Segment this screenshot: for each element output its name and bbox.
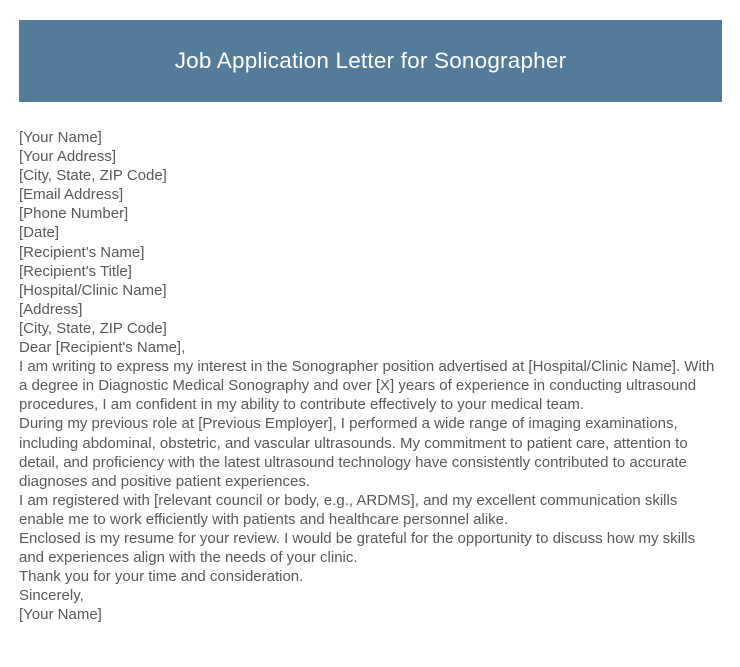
body-paragraph-1: I am writing to express my interest in the Sonographer position advertised at [Hospital/Clinic Name]. With a degree in Diagnostic Medical Sonography and over [X] years of experience in conducting ultrasound procedures, I am confident in my ability to contribute effectively to your medical team. xyxy=(19,358,715,414)
recipient-line-city-state-zip: [City, State, ZIP Code] xyxy=(19,319,167,337)
recipient-line-name: [Recipient's Name] xyxy=(19,243,145,261)
page-title: Job Application Letter for Sonographer xyxy=(174,47,567,73)
letter-header-banner xyxy=(19,20,722,102)
body-paragraph-2: During my previous role at [Previous Employer], I performed a wide range of imaging examinations, including abdominal, obstetric, and vascular ultrasounds. My commitment to patient care, attention to detail, and proficiency with the latest ultrasound technology have consistently contributed to accurate diagnoses and positive patient experiences. xyxy=(19,415,688,490)
sender-line-name: [Your Name] xyxy=(19,129,102,146)
sender-line-phone: [Phone Number] xyxy=(19,205,129,223)
recipient-line-address: [Address] xyxy=(19,300,83,318)
sender-line-city-state-zip: [City, State, ZIP Code] xyxy=(19,167,167,185)
sender-line-date: [Date] xyxy=(19,224,60,242)
sender-line-address: [Your Address] xyxy=(19,148,117,166)
sender-address-block xyxy=(19,128,722,243)
salutation: Dear [Recipient's Name], xyxy=(19,339,186,357)
recipient-address-block xyxy=(19,243,722,338)
sender-line-email: [Email Address] xyxy=(19,186,124,204)
recipient-line-title: [Recipient's Title] xyxy=(19,262,132,280)
letter-body xyxy=(19,128,722,624)
signature-name: [Your Name] xyxy=(19,606,102,624)
body-paragraph-4: Enclosed is my resume for your review. I would be grateful for the opportunity to discuss how my skills and experiences align with the needs of your clinic. xyxy=(19,529,696,567)
recipient-line-organization: [Hospital/Clinic Name] xyxy=(19,281,167,299)
body-paragraph-5: Thank you for your time and consideration. xyxy=(19,568,304,586)
closing-salutation: Sincerely, xyxy=(19,587,84,605)
body-paragraph-3: I am registered with [relevant council or body, e.g., ARDMS], and my excellent communication skills enable me to work efficiently with patients and healthcare personnel alike. xyxy=(19,491,678,528)
